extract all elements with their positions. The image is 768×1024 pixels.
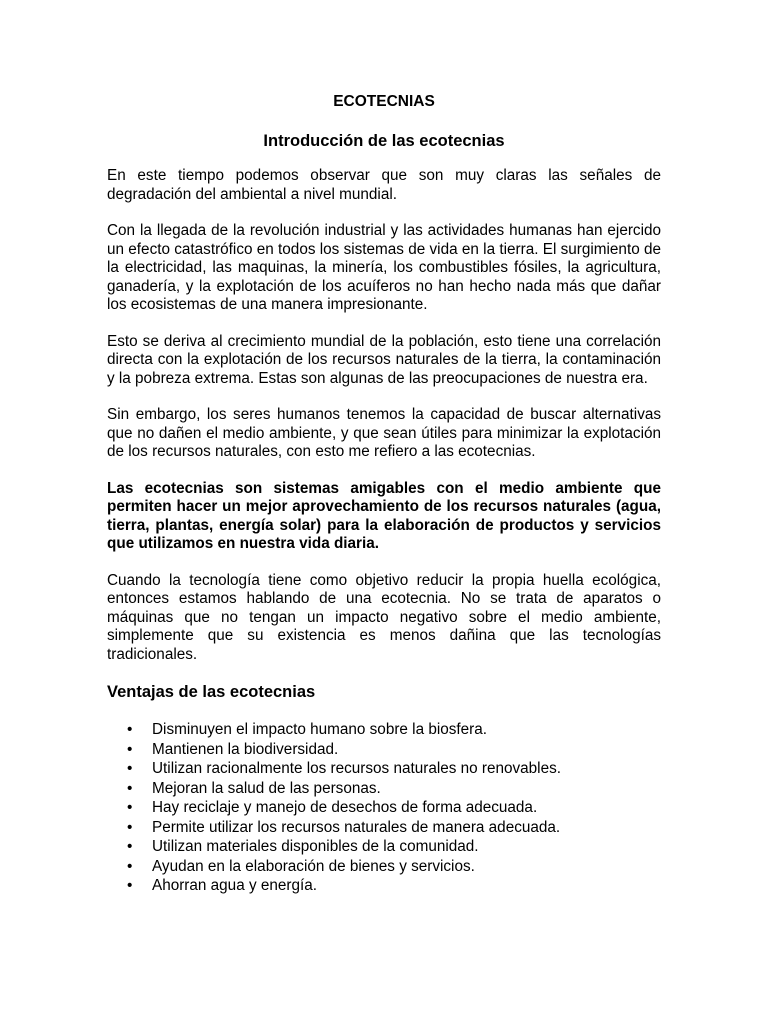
paragraph-4: Sin embargo, los seres humanos tenemos la capacidad de buscar alternativas que no dañen el medio ambiente, y que sean útiles para minimizar la explotación de los recursos naturales, con esto me refiero a las ecotecnias.: [107, 406, 661, 460]
list-item: [127, 720, 661, 740]
paragraph-3: Esto se deriva al crecimiento mundial de la población, esto tiene una correlación directa con la explotación de los recursos naturales de la tierra, la contaminación y la pobreza extrema. Estas son algunas de las preocupaciones de nuestra era.: [107, 332, 661, 387]
bullet-icon: •: [127, 838, 133, 855]
document-title: ECOTECNIAS: [333, 93, 435, 110]
paragraph-1: En este tiempo podemos observar que son muy claras las señales de degradación del ambiental a nivel mundial.: [107, 167, 661, 203]
document-body: [107, 93, 661, 896]
list-item: [127, 759, 661, 779]
bullet-icon: •: [127, 721, 133, 738]
list-item: [127, 857, 661, 877]
bullet-icon: •: [127, 818, 133, 836]
advantages-heading: Ventajas de las ecotecnias: [107, 683, 316, 701]
list-item: [127, 798, 661, 818]
list-item-text: Utilizan materiales disponibles de la comunidad.: [152, 838, 479, 855]
paragraph-2: Con la llegada de la revolución industrial y las actividades humanas han ejercido un efecto catastrófico en todos los sistemas de vida en la tierra. El surgimiento de la electricidad, las maquinas, la minería, los combustibles fósiles, la agricultura, ganadería, y la explotación de los acuíferos no han hecho nada más que dañar los ecosistemas de una manera impresionante.: [107, 222, 661, 313]
list-item-text: Utilizan racionalmente los recursos naturales no renovables.: [152, 760, 561, 777]
list-item: [127, 818, 661, 838]
list-item-text: Ahorran agua y energía.: [152, 877, 317, 894]
list-item-text: Ayudan en la elaboración de bienes y servicios.: [152, 857, 475, 875]
list-item: [127, 876, 661, 896]
list-item-text: Disminuyen el impacto humano sobre la biosfera.: [152, 721, 488, 738]
list-item-text: Mantienen la biodiversidad.: [152, 740, 339, 758]
list-item-text: Hay reciclaje y manejo de desechos de forma adecuada.: [152, 799, 538, 816]
bullet-icon: •: [127, 857, 133, 875]
bullet-icon: •: [127, 779, 133, 797]
bullet-icon: •: [127, 877, 133, 894]
closing-paragraph: Cuando la tecnología tiene como objetivo reducir la propia huella ecológica, entonces estamos hablando de una ecotecnia. No se trata de aparatos o máquinas que no tengan un impacto negativo sobre el medio ambiente, simplemente que su existencia es menos dañina que las tecnologías tradicionales.: [107, 571, 661, 663]
list-item-text: Mejoran la salud de las personas.: [152, 779, 381, 797]
intro-heading: Introducción de las ecotecnias: [263, 132, 505, 150]
definition-paragraph: Las ecotecnias son sistemas amigables con el medio ambiente que permiten hacer un mejor aprovechamiento de los recursos naturales (agua, tierra, plantas, energía solar) para la elaboración de productos y servicios que utilizamos en nuestra vida diaria.: [107, 479, 661, 552]
list-item: [127, 779, 661, 799]
list-item: [127, 837, 661, 857]
bullet-icon: •: [127, 740, 133, 758]
list-item-text: Permite utilizar los recursos naturales de manera adecuada.: [152, 818, 561, 836]
list-item: [127, 740, 661, 760]
bullet-icon: •: [127, 799, 133, 816]
advantages-list: [107, 720, 661, 896]
bullet-icon: •: [127, 760, 133, 777]
